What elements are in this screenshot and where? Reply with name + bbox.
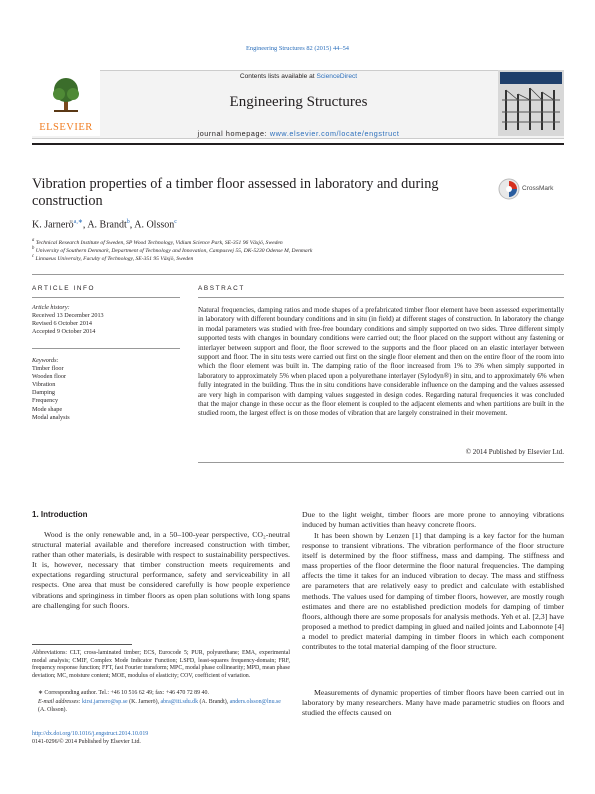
article-history	[32, 304, 182, 336]
contents-prefix: Contents lists available at	[239, 73, 317, 80]
keywords	[32, 357, 182, 422]
history-revised: Revised 6 October 2014	[32, 320, 92, 328]
footnote-rule	[32, 644, 132, 645]
body-paragraph: Measurements of dynamic properties of timber floors have been carried out in laboratory by many researchers. Many have made parametric studies on floors and studied the effects caused on	[302, 688, 564, 718]
affiliation: $^b$ University of Southern Denmark, Department of Technology and Innovation, Campusvej 55, DK-5230 Odense M, Denmark	[32, 246, 313, 254]
homepage-link[interactable]: www.elsevier.com/locate/engstruct	[269, 129, 400, 138]
author-list: K. Jarnerö$^{a,∗}$, A. Brandt$^b$, A. Olsson$^c$	[32, 219, 177, 231]
divider	[32, 297, 180, 298]
elsevier-logo[interactable]	[32, 70, 100, 136]
article-info-heading: ARTICLE INFO	[32, 285, 96, 292]
abbreviations-footnote: Abbreviations: CLT, cross-laminated timber; ECS, Eurocode 5; PUR, polyurethane; EMA, experimental modal analysis; CMIF, Complex Mode Indicator Function; LSFD, least-squares frequency-domain; FRF, frequency response function; FFT, fast Fourier transform; MPC, modal phase collinearity; MPD, mean phase deviation; MC, moisture content; MOE, modulus of elasticity; COV, coefficient of variation.	[32, 650, 290, 680]
body-paragraph: It has been shown by Lenzen [1] that damping is a key factor for the human response to transient vibrations. The vibration performance of the floor structure itself is determined by the floor stiffness, mass and damping. The stiffness and mass properties of the floor determine the floor natural frequencies. The damping affects the time it takes for an induced vibration to decay. The mass and stiffness are parameters that are relatively easy to predict and calculate with established methods. The values used for damping of timber floors, however, are mostly rough estimates and there are no established prediction models for damping of timber floors, although there are some proposals for analysis methods. Yeh et al. [2,3] have proposed a method to predict damping in glued and nailed joints and Labonnote [4] a model to predict material damping in timber floors in which each component contributes to the total material damping of the floor structure.	[302, 531, 564, 652]
author-sup[interactable]: a,∗	[73, 219, 83, 225]
sciencedirect-link[interactable]: ScienceDirect	[316, 73, 358, 80]
abstract-heading: ABSTRACT	[198, 285, 245, 292]
crossmark-icon	[498, 178, 520, 200]
affiliation: $^c$ Linnaeus University, Faculty of Technology, SE-351 95 Växjö, Sweden	[32, 254, 194, 262]
keyword: Wooden floor	[32, 373, 67, 381]
keyword: Vibration	[32, 381, 56, 389]
history-received: Received 13 December 2013	[32, 312, 104, 320]
keyword: Modal analysis	[32, 413, 70, 421]
header-rule	[32, 143, 564, 145]
journal-reference[interactable]: Engineering Structures 82 (2015) 44–54	[246, 45, 349, 52]
journal-cover-thumbnail[interactable]	[498, 70, 564, 136]
keyword: Timber floor	[32, 365, 64, 373]
email-link[interactable]: abra@iti.sdu.dk	[160, 699, 199, 705]
email-label: E-mail addresses:	[38, 699, 81, 705]
elsevier-tree-icon	[50, 76, 82, 114]
affiliation: $^a$ Technical Research Institute of Sweden, SP Wood Technology, Vidium Science Park, SE-351 96 Växjö, Sweden	[32, 238, 283, 246]
email-owner: (A. Olsson).	[38, 706, 67, 713]
body-paragraph: Due to the light weight, timber floors are more prone to annoying vibrations induced by human activities than heavy concrete floors.	[302, 510, 564, 530]
author-name[interactable]: K. Jarnerö	[32, 219, 74, 231]
keyword: Damping	[32, 389, 56, 397]
abstract-text: Natural frequencies, damping ratios and mode shapes of a prefabricated timber floor element have been assessed experimentally in laboratory with different boundary conditions and in situ (in field) at different stages of construction. In laboratory the change in modal parameters was studied with free-free boundary conditions and simply supported on two sides. Three different simply supported tests with changes in boundary conditions were carried out; the floor placed on the support without any fastening or interlayer between support and floor, the floor screwed to the supports and the floor placed on an elastic interlayer between support and floor. The in situ tests were carried out first on the single floor element and then on the entire floor of the room into which the floor element was built in. The damping ratio of the floor increased from 1% to 3% when simply supported in laboratory to approximately 5% when placed upon a polyurethane interlayer (Sylodyn®) in situ, and to approximately 6% when fully integrated in the building. Thus the in situ conditions have considerable influence on the damping and the values assessed are very high in comparison with damping values suggested in design codes. Regarding natural frequencies it was concluded that the major change in these occur as the floor element is coupled to the adjacent elements and when partitions are built in the studied room, the largest effect is on those modes of vibration that are largely constrained in their movement.	[198, 306, 564, 418]
keyword: Frequency	[32, 397, 59, 405]
doi-link[interactable]: http://dx.doi.org/10.1016/j.engstruct.2014.10.019	[32, 731, 149, 737]
email-footnote	[38, 699, 290, 714]
email-owner: (A. Brandt),	[199, 699, 229, 705]
author-name[interactable]: A. Olsson	[134, 219, 175, 231]
author-name[interactable]: A. Brandt	[87, 219, 127, 231]
crossmark-label: CrossMark	[522, 185, 554, 192]
abstract-copyright: © 2014 Published by Elsevier Ltd.	[465, 448, 564, 456]
journal-homepage	[100, 129, 497, 138]
history-accepted: Accepted 9 October 2014	[32, 328, 96, 336]
corresponding-author-footnote: ∗ Corresponding author. Tel.: +46 10 516 62 49; fax: +46 470 72 89 40.	[38, 690, 209, 696]
bridge-cover-icon	[498, 70, 564, 136]
keywords-label: Keywords:	[32, 357, 59, 364]
history-label: Article history:	[32, 304, 70, 311]
email-link[interactable]: anders.olsson@lnu.se	[229, 699, 281, 705]
divider	[32, 274, 564, 275]
author-sup[interactable]: b	[126, 219, 130, 225]
article-title: Vibration properties of a timber floor assessed in laboratory and during construction	[32, 176, 439, 209]
divider	[198, 462, 564, 463]
email-owner: (K. Jarnerö),	[129, 699, 160, 705]
intro-paragraph: Wood is the only renewable and, in a 50–100-year perspective, CO₂-neutral structural material available and therefore increased construction with timber, rather than other materials, is desirable with respect to sustainability perspectives. It is, however, necessary that timber construction meets requirements and expectations regarding structural performance, safety and serviceability in all respects. One area that must be considered carefully is how people experience vibrations and springiness in timber floors as open plan solutions with long spans are challenging for such floors.	[32, 530, 290, 610]
keyword: Mode shape	[32, 405, 63, 413]
divider	[198, 297, 564, 298]
publisher-name: ELSEVIER	[39, 122, 93, 133]
divider	[32, 348, 180, 349]
crossmark-badge[interactable]	[498, 178, 568, 200]
contents-line	[100, 73, 497, 80]
section-heading: 1. Introduction	[32, 510, 88, 519]
issn-copyright: 0141-0296/© 2014 Published by Elsevier Ltd.	[32, 739, 141, 745]
author-sup[interactable]: c	[174, 219, 177, 225]
email-link[interactable]: kirsi.jarnero@sp.se	[81, 699, 128, 705]
journal-title: Engineering Structures	[229, 94, 368, 110]
homepage-prefix: journal homepage:	[197, 129, 270, 138]
